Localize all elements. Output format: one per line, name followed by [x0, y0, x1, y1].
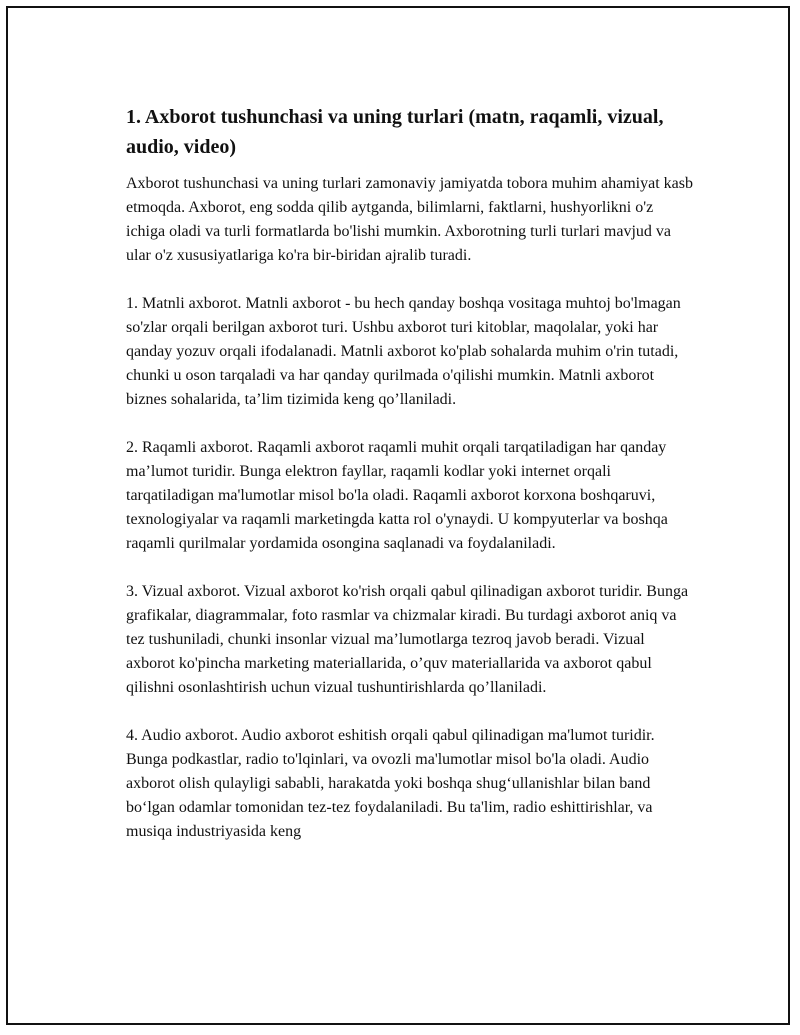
document-title: 1. Axborot tushunchasi va uning turlari (matn, raqamli, vizual, audio, video) — [126, 106, 664, 158]
page-frame — [6, 6, 790, 1025]
text-info-paragraph: 1. Matnli axborot. Matnli axborot - bu hech qanday boshqa vositaga muhtoj bo'lmagan so'zlar orqali berilgan axborot turi. Ushbu axborot turi kitoblar, maqolalar, yoki har qanday yozuv orqali ifodalanadi. Matnli axborot ko'plab sohalarda muhim o'rin tutadi, chunki u oson tarqaladi va har qanday qurilmada o'qilishi mumkin. Matnli axborot biznes sohalarida, ta’lim tizimida keng qo’llaniladi. — [126, 295, 681, 408]
document-body — [126, 102, 696, 868]
audio-info-paragraph: 4. Audio axborot. Audio axborot eshitish orqali qabul qilinadigan ma'lumot turidir. Bunga podkastlar, radio to'lqinlari, va ovozli ma'lumotlar misol bo'la oladi. Audio axborot olish qulayligi sababli, harakatda yoki boshqa shug‘ullanishlar bilan band bo‘lgan odamlar tomonidan tez-tez foydalaniladi. Bu ta'lim, radio eshittirishlar, va musiqa industriyasida keng — [126, 727, 655, 840]
intro-paragraph: Axborot tushunchasi va uning turlari zamonaviy jamiyatda tobora muhim ahamiyat kasb etmoqda. Axborot, eng sodda qilib aytganda, bilimlarni, faktlarni, hushyorlikni o'z ichiga oladi va turli formatlarda bo'lishi mumkin. Axborotning turli turlari mavjud va ular o'z xususiyatlariga ko'ra bir-biridan ajralib turadi. — [126, 175, 693, 264]
visual-info-paragraph: 3. Vizual axborot. Vizual axborot ko'rish orqali qabul qilinadigan axborot turidir. Bunga grafikalar, diagrammalar, foto rasmlar va chizmalar kiradi. Bu turdagi axborot aniq va tez tushuniladi, chunki insonlar vizual ma’lumotlarga tezroq javob beradi. Vizual axborot ko'pincha marketing materiallarida, o’quv materiallarida va axborot qabul qilishni osonlashtirish uchun vizual tushuntirishlarda qo’llaniladi. — [126, 583, 689, 696]
digital-info-paragraph: 2. Raqamli axborot. Raqamli axborot raqamli muhit orqali tarqatiladigan har qanday ma’lumot turidir. Bunga elektron fayllar, raqamli kodlar yoki internet orqali tarqatiladigan ma'lumotlar misol bo'la oladi. Raqamli axborot korxona boshqaruvi, texnologiyalar va raqamli marketingda katta rol o'ynaydi. U kompyuterlar va boshqa raqamli qurilmalar yordamida osongina saqlanadi va foydalaniladi. — [126, 439, 668, 552]
